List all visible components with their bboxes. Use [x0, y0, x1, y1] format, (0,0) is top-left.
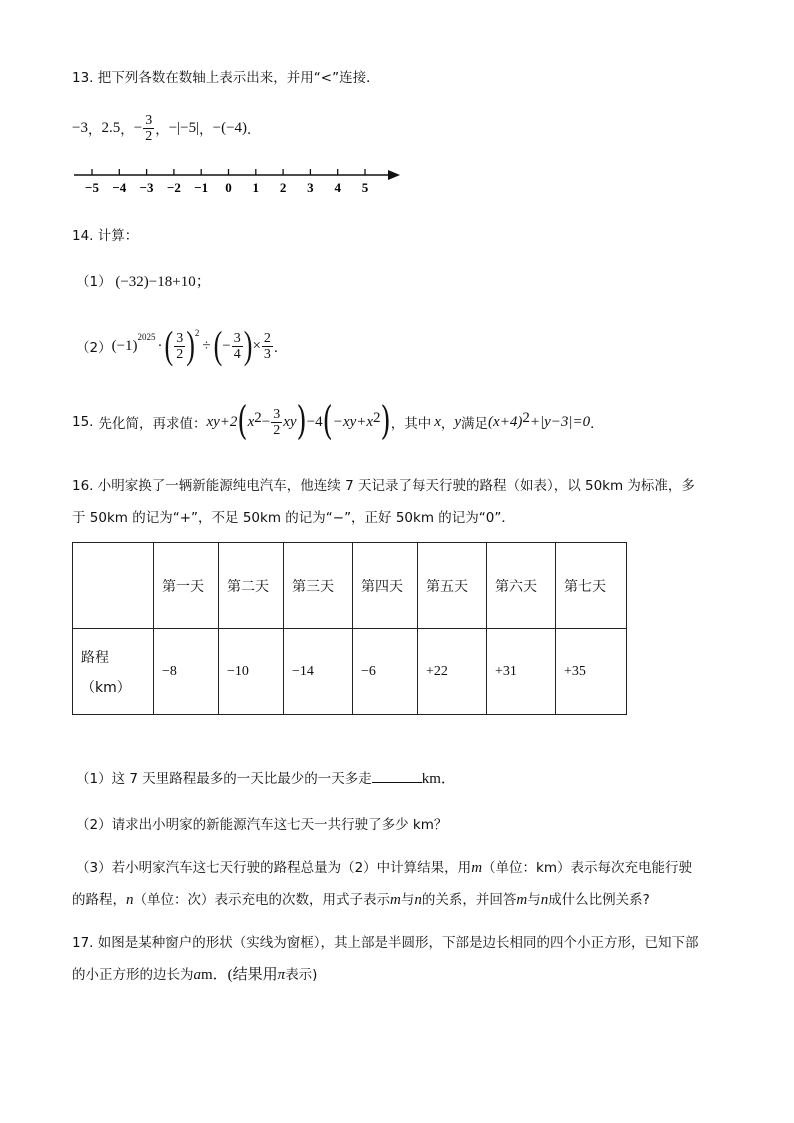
q14-p1-label: （1） — [76, 274, 112, 290]
table-cell: +31 — [487, 629, 556, 715]
right-paren: ) — [186, 323, 195, 367]
q17-text: m．(结果用 — [201, 967, 278, 983]
q14-p2-end: ． — [273, 340, 288, 356]
answer-blank[interactable] — [372, 770, 422, 783]
var-m: m — [471, 860, 483, 876]
table-header-cell: 第二天 — [219, 543, 284, 629]
q14-p2-square: 2 — [194, 328, 200, 338]
q14-p2-fraction-1 — [174, 331, 185, 362]
q15-expr-a: xy+2 — [206, 413, 238, 430]
q14-text: 计算： — [97, 228, 139, 244]
right-paren: ) — [296, 399, 307, 445]
fraction-denominator: 2 — [145, 128, 153, 144]
number-line-tick-label: −5 — [85, 180, 99, 195]
q15-expr-f: −xy+x — [332, 413, 374, 430]
q16-p1-unit: km． — [421, 771, 456, 787]
fraction-denominator: 3 — [263, 346, 271, 362]
table-cell: +22 — [418, 629, 487, 715]
pi-symbol: π — [277, 967, 286, 983]
q16-p3-text: （单位：次）表示充电的次数，用式子表示 — [133, 892, 390, 908]
q13-prompt — [72, 66, 380, 86]
number-line-tick-label: −4 — [112, 180, 127, 195]
number-line-tick-label: 2 — [279, 180, 287, 195]
q17-line2 — [72, 963, 317, 984]
right-paren: ) — [380, 399, 391, 445]
q14-p2-fraction-2 — [232, 331, 243, 362]
number-line-tick-label: −2 — [166, 180, 181, 195]
row-label-line1: 路程 — [81, 649, 109, 666]
number-line-tick-label: −3 — [139, 180, 154, 195]
q16-p3-text: 与 — [527, 892, 541, 908]
q15-middle: ，其中 — [390, 416, 432, 432]
q15-expr-c: − — [261, 413, 271, 430]
number-line-tick-label: 0 — [225, 180, 232, 195]
q15-expr-e: −4 — [306, 413, 323, 430]
q13-text: 把下列各数在数轴上表示出来，并用“<”连接． — [97, 70, 380, 86]
q13-item-c-fraction — [143, 113, 154, 144]
q13-sep: ， — [199, 122, 213, 138]
q13-sep: ， — [120, 122, 134, 138]
number-line — [70, 164, 410, 200]
left-paren: ( — [213, 323, 223, 367]
q15-expr-b: x — [247, 413, 255, 430]
number-line-tick-label: 1 — [252, 180, 260, 195]
row-label-line2: （km） — [81, 679, 131, 696]
q16-line1 — [72, 474, 695, 494]
fraction-denominator: 2 — [176, 346, 184, 362]
q16-text-line2: 于 50km 的记为“+”，不足 50km 的记为“−”，正好 50km 的记为“0”． — [72, 510, 515, 526]
q13-item-d: −|−5| — [168, 119, 200, 136]
number-line-tick-label: 3 — [307, 180, 314, 195]
q15-expr-d: xy — [283, 413, 297, 430]
q14-p2-fraction-3 — [262, 331, 273, 362]
q16-p3-text: 与 — [400, 892, 415, 908]
fraction-numerator: 2 — [263, 330, 271, 346]
fraction-denominator: 4 — [233, 346, 241, 362]
q15-var-x: x — [434, 413, 441, 430]
q15-prompt — [72, 399, 604, 445]
q13-sep: ， — [155, 122, 169, 138]
q17-line1 — [72, 931, 699, 951]
q16-p3-text: 的路程， — [72, 892, 126, 908]
table-row-label — [73, 629, 154, 715]
table-header-cell: 第六天 — [487, 543, 556, 629]
var-m: m — [516, 892, 528, 908]
table-header-cell: 第一天 — [154, 543, 219, 629]
q14-p2-divide: ÷ — [202, 337, 211, 354]
q15-cond-text: 满足 — [461, 416, 489, 432]
table-cell: −10 — [219, 629, 284, 715]
table-header-cell — [73, 543, 154, 629]
q13-item-a: −3 — [72, 119, 88, 136]
q14-p2-times: × — [252, 337, 261, 354]
q16-part1 — [76, 767, 456, 788]
q16-part3-line2 — [72, 888, 650, 909]
fraction-numerator: 3 — [233, 330, 241, 346]
table-header-cell: 第三天 — [284, 543, 353, 629]
q17-text: 表示) — [285, 967, 318, 983]
mileage-table — [72, 542, 627, 715]
q17-number: 17. — [72, 935, 94, 951]
q14-p2-exponent: 2025 — [137, 332, 156, 342]
q13-end: ． — [247, 122, 261, 138]
var-n: n — [414, 892, 422, 908]
left-paren: ( — [164, 323, 174, 367]
q13-number-list — [72, 108, 261, 148]
var-a: a — [193, 967, 201, 983]
number-line-arrow-icon — [388, 170, 400, 180]
q14-part1 — [76, 270, 211, 291]
q16-p3-text: 成什么比例关系? — [548, 892, 650, 908]
number-line-tick-label: 5 — [361, 180, 369, 195]
q14-number: 14. — [72, 228, 94, 244]
var-n: n — [126, 892, 134, 908]
q15-expr-f-exp: 2 — [373, 410, 381, 426]
q16-text-line1: 小明家换了一辆新能源纯电汽车，他连续 7 天记录了每天行驶的路程（如表），以 50km 为标准，多 — [97, 478, 695, 494]
table-cell: +35 — [556, 629, 627, 715]
table-cell: −14 — [284, 629, 353, 715]
q15-cond-a-exp: 2 — [522, 410, 530, 426]
fraction-numerator: 3 — [145, 112, 153, 128]
table-cell: −6 — [353, 629, 418, 715]
q15-fraction — [271, 407, 282, 438]
q15-end: ． — [590, 416, 604, 432]
q13-item-b: 2.5 — [101, 119, 121, 136]
q14-p2-base: (−1) — [111, 337, 138, 354]
q15-cond-a: (x+4) — [488, 413, 523, 430]
table-row — [73, 629, 627, 715]
table-header-cell: 第四天 — [353, 543, 418, 629]
table-header-cell: 第七天 — [556, 543, 627, 629]
number-line-ticks — [85, 169, 369, 195]
left-paren: ( — [322, 399, 333, 445]
q16-part2: （2）请求出小明家的新能源汽车这七天一共行驶了多少 km？ — [76, 817, 448, 833]
fraction-numerator: 3 — [273, 406, 281, 422]
fraction-numerator: 3 — [176, 330, 184, 346]
number-line-tick-label: 4 — [334, 180, 341, 195]
table-header-cell: 第五天 — [418, 543, 487, 629]
q15-cond-b: +|y−3|=0 — [529, 413, 591, 430]
q13-sep: ， — [87, 122, 102, 138]
q16-number: 16. — [72, 478, 94, 494]
q13-number: 13. — [72, 70, 94, 86]
fraction-denominator: 2 — [273, 422, 281, 438]
q15-expr-b-exp: 2 — [254, 410, 262, 426]
q15-comma: ， — [440, 416, 455, 432]
table-header-row — [73, 543, 627, 629]
q17-text: 的小正方形的边长为 — [72, 967, 194, 983]
q16-p3-text: （单位：km）表示每次充电能行驶 — [482, 860, 692, 876]
q14-p2-minus: − — [222, 337, 231, 354]
q16-p3-text: （3）若小明家汽车这七天行驶的路程总量为（2）中计算结果，用 — [76, 860, 472, 876]
left-paren: ( — [237, 399, 248, 445]
q14-p2-dot: · — [157, 337, 163, 354]
q16-part3-line1 — [76, 856, 692, 877]
var-n: n — [540, 892, 549, 908]
q15-number: 15. — [72, 414, 94, 430]
number-line-tick-label: −1 — [194, 180, 209, 195]
q13-item-e: −(−4) — [212, 119, 248, 136]
q14-p2-label: （2） — [76, 340, 112, 356]
q14-p1-expression: (−32)−18+10； — [115, 274, 211, 290]
q15-var-y: y — [454, 413, 462, 430]
var-m: m — [390, 892, 401, 908]
q15-text: 先化简，再求值： — [98, 416, 207, 432]
right-paren: ) — [243, 323, 253, 367]
q17-text-line1: 如图是某种窗户的形状（实线为窗框），其上部是半圆形，下部是边长相同的四个小正方形，已知下部 — [97, 935, 699, 951]
q16-p3-text: 的关系，并回答 — [421, 892, 517, 908]
q13-item-c-sign: − — [133, 119, 143, 136]
table-cell: −8 — [154, 629, 219, 715]
q14-part2 — [76, 323, 288, 367]
q14-prompt — [72, 224, 138, 244]
q16-p1-text: （1）这 7 天里路程最多的一天比最少的一天多走 — [76, 771, 372, 787]
